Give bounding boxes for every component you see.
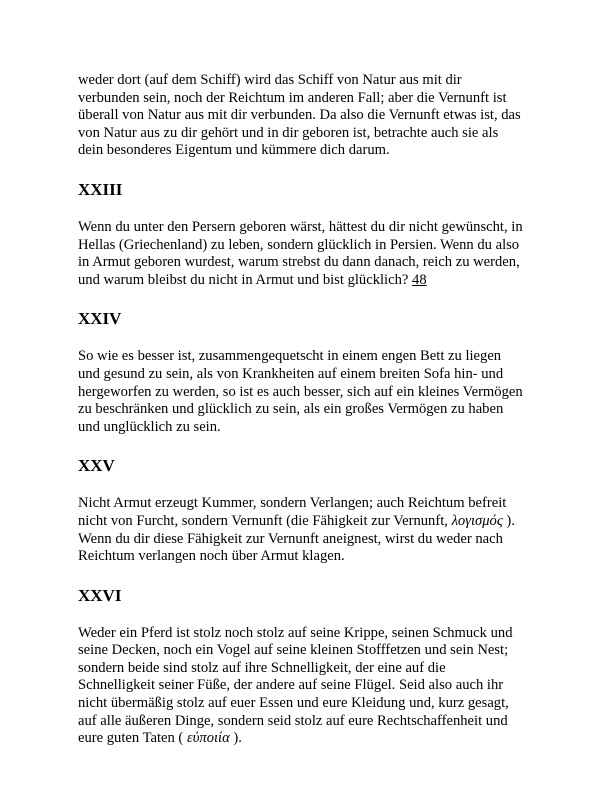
text-line: in Armut geboren wurdest, warum strebst du dann danach, reich zu werden, <box>78 254 520 271</box>
text-line: und warum bleibst du nicht in Armut und bist glücklich? <box>78 271 409 288</box>
text-line: Reichtum verlangen noch über Armut klagen. <box>78 548 345 565</box>
text-line: sondern beide sind stolz auf ihre Schnelligkeit, der eine auf die <box>78 659 446 676</box>
paragraph-intro <box>78 72 538 160</box>
text-line: und gesund zu sein, als von Krankheiten auf einem breiten Sofa hin- und <box>78 365 504 382</box>
text-line: eure guten Taten ( <box>78 730 184 747</box>
text-line: überall von Natur aus mit dir verbunden. Da also die Vernunft etwas ist, das <box>78 107 521 124</box>
text-line: zu beschränken und glücklich zu sein, als ein großes Vermögen zu haben <box>78 401 504 418</box>
greek-term: εὐποιία <box>186 730 230 747</box>
section-heading-xxiv: XXIV <box>78 309 122 329</box>
paragraph-xxv <box>78 495 538 565</box>
text-fragment: ). <box>229 730 242 747</box>
text-line: auf alle äußeren Dinge, sondern seid stolz auf eure Rechtschaffenheit und <box>78 712 508 729</box>
text-fragment: ). <box>502 512 515 529</box>
text-line: verbunden sein, noch der Reichtum im anderen Fall; aber die Vernunft ist <box>78 89 507 106</box>
text-line: nicht übermäßig stolz auf euer Essen und eure Kleidung und, kurz gesagt, <box>78 695 509 712</box>
text-line: So wie es besser ist, zusammengequetscht in einem engen Bett zu liegen <box>78 348 502 365</box>
text-line: Schnelligkeit seiner Füße, der andere auf seine Flügel. Seid also auch ihr <box>78 677 504 694</box>
paragraph-xxiii <box>78 219 538 289</box>
text-line: weder dort (auf dem Schiff) wird das Schiff von Natur aus mit dir <box>78 72 462 88</box>
greek-term: λογισμός <box>451 512 503 529</box>
text-line: Hellas (Griechenland) zu leben, sondern glücklich in Persien. Wenn du also <box>78 236 520 253</box>
section-heading-xxvi: XXVI <box>78 585 122 605</box>
section-heading-xxv: XXV <box>78 456 115 476</box>
text-line: Nicht Armut erzeugt Kummer, sondern Verlangen; auch Reichtum befreit <box>78 495 507 512</box>
paragraph-xxiv <box>78 348 538 436</box>
text-line: Wenn du unter den Persern geboren wärst, hättest du dir nicht gewünscht, in <box>78 218 523 235</box>
text-line: Weder ein Pferd ist stolz noch stolz auf seine Krippe, seinen Schmuck und <box>78 624 513 641</box>
text-line: Wenn du dir diese Fähigkeit zur Vernunft aneignest, wirst du weder nach <box>78 530 503 547</box>
text-line: nicht von Furcht, sondern Vernunft (die Fähigkeit zur Vernunft, <box>78 512 448 529</box>
section-heading-xxiii: XXIII <box>78 179 123 199</box>
text-line: seine Decken, noch ein Vogel auf seine kleinen Stofffetzen und sein Nest; <box>78 642 509 659</box>
paragraph-xxvi <box>78 625 538 748</box>
document-page <box>78 72 538 768</box>
text-line: dein besonderes Eigentum und kümmere dich darum. <box>78 142 390 159</box>
text-line: von Natur aus zu dir gehört und in dir geboren ist, betrachte auch sie als <box>78 124 499 141</box>
text-line: hergeworfen zu werden, so ist es auch besser, sich auf ein kleines Vermögen <box>78 383 523 400</box>
text-line: und unglücklich zu sein. <box>78 418 221 435</box>
footnote-link[interactable]: 48 <box>412 271 427 288</box>
